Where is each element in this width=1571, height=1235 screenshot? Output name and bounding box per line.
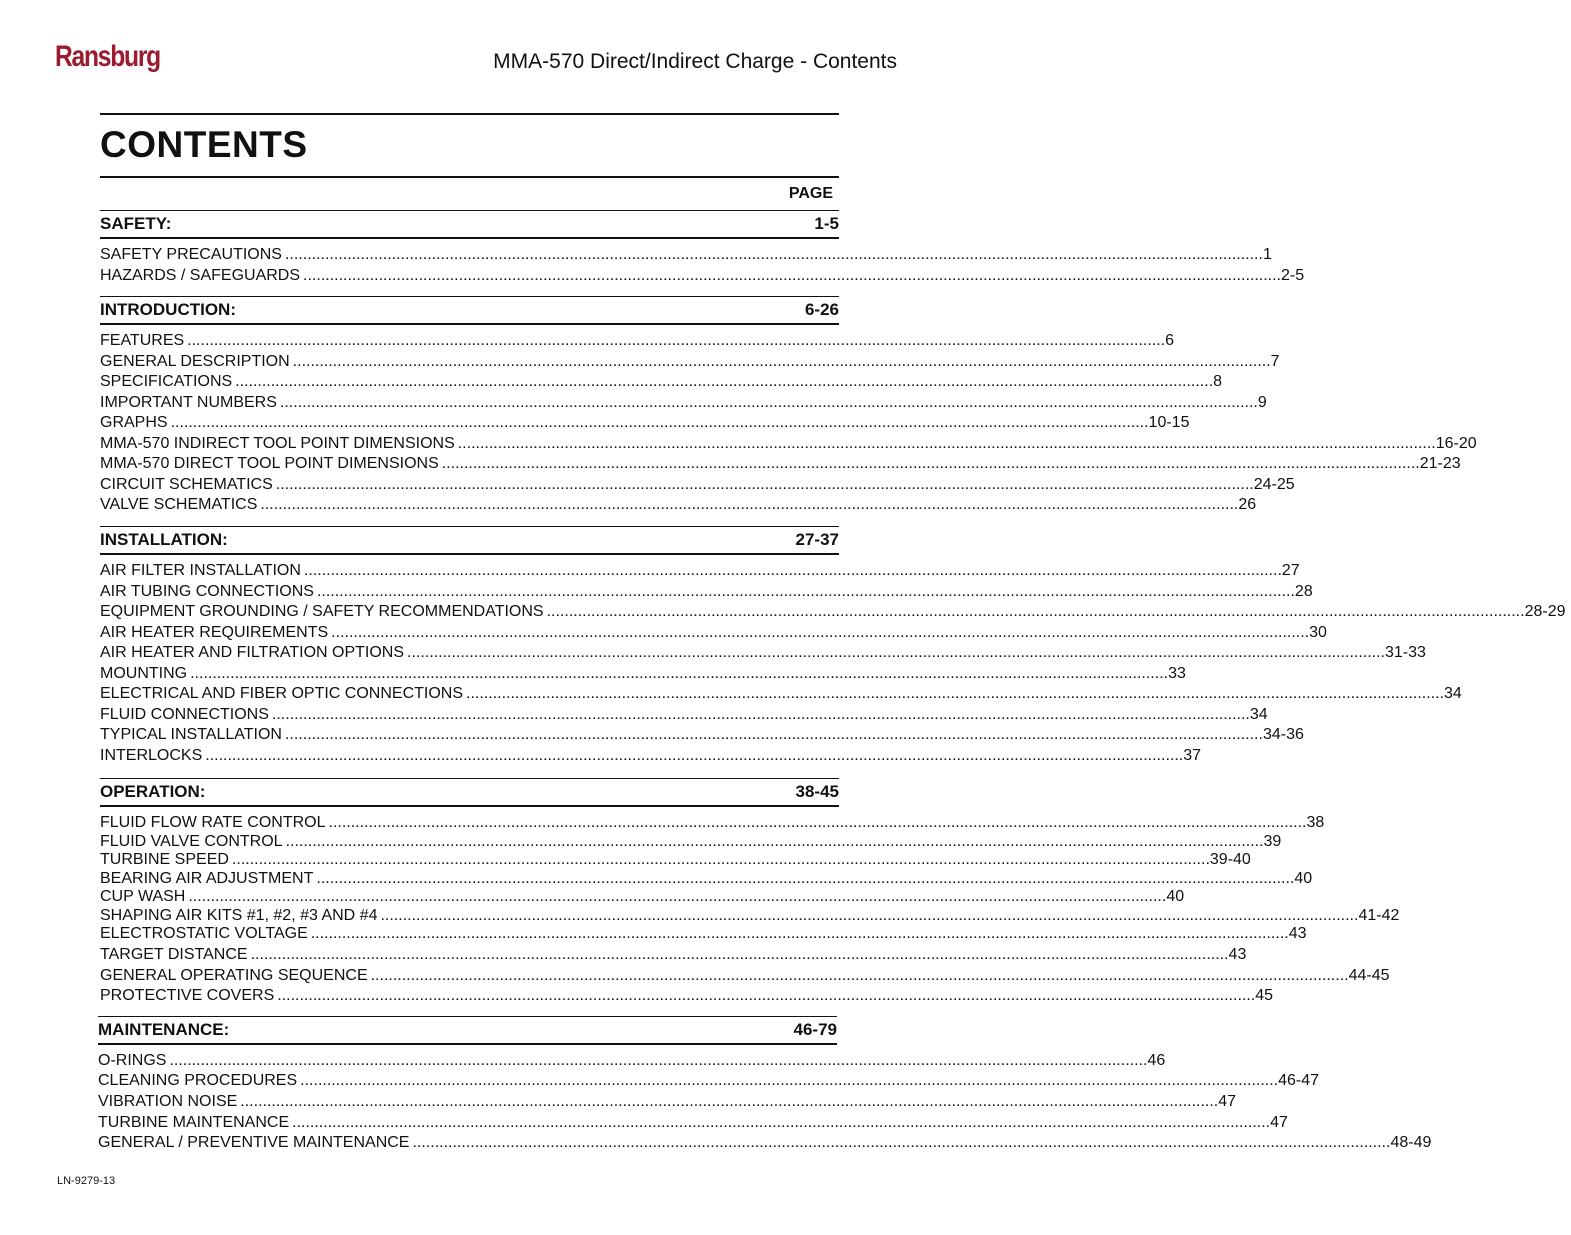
toc-entry[interactable] [100,624,1327,644]
toc-entry[interactable] [100,353,1280,373]
dot-leader: ............................................................................................................................................................................................................................ [370,967,1349,984]
toc-entry[interactable] [100,246,1272,266]
toc-entry-page: 40 [1166,888,1185,905]
toc-entry-label: HAZARDS / SAFEGUARDS [100,267,301,284]
toc-entry-page: 21-23 [1419,455,1461,472]
dot-leader: ............................................................................................................................................................................................................................ [190,665,1169,682]
toc-entry-page: 6 [1165,332,1175,349]
section-heading [100,296,839,325]
toc-entry[interactable] [100,888,1185,908]
dot-leader: ............................................................................................................................................................................................................................ [303,267,1281,284]
section-installation [100,526,1566,764]
dot-leader: ............................................................................................................................................................................................................................ [284,246,1263,263]
dot-leader: ............................................................................................................................................................................................................................ [284,726,1263,743]
toc-entry-page: 45 [1255,987,1274,1004]
dot-leader: ............................................................................................................................................................................................................................ [300,1072,1279,1089]
dot-leader: ............................................................................................................................................................................................................................ [271,706,1250,723]
toc-entry-page: 24-25 [1253,476,1295,493]
dot-leader: ............................................................................................................................................................................................................................ [260,496,1239,513]
toc-entry-page: 26 [1238,496,1257,513]
toc-entry-label: TARGET DISTANCE [100,946,248,963]
toc-entry-label: SHAPING AIR KITS #1, #2, #3 AND #4 [100,907,378,924]
toc-entry-page: 39 [1263,833,1282,850]
dot-leader: ............................................................................................................................................................................................................................ [231,851,1210,868]
toc-entry[interactable] [100,496,1257,516]
dot-leader: ............................................................................................................................................................................................................................ [187,332,1166,349]
dot-leader: ............................................................................................................................................................................................................................ [250,946,1229,963]
section-maintenance [98,1016,1432,1151]
toc-entry-label: FLUID CONNECTIONS [100,706,269,723]
toc-entry[interactable] [100,373,1223,393]
toc-entry[interactable] [100,394,1267,414]
dot-leader: ............................................................................................................................................................................................................................ [328,814,1307,831]
toc-entry[interactable] [98,1093,1237,1113]
toc-entry-label: FEATURES [100,332,185,349]
toc-entry-page: 34 [1249,706,1268,723]
section-page-range: 27-37 [795,530,839,549]
dot-leader: ............................................................................................................................................................................................................................ [310,925,1289,942]
toc-entry[interactable] [100,603,1566,623]
section-title: MAINTENANCE: [98,1020,230,1039]
dot-leader: ............................................................................................................................................................................................................................ [380,907,1359,924]
dot-leader: ............................................................................................................................................................................................................................ [279,394,1258,411]
dot-leader: ............................................................................................................................................................................................................................ [407,644,1385,661]
toc-entry-page: 33 [1168,665,1186,682]
toc-entry-page: 40 [1294,870,1313,887]
toc-entry-label: EQUIPMENT GROUNDING / SAFETY RECOMMENDATIONS [100,603,544,620]
toc-entry[interactable] [100,833,1282,853]
toc-entry[interactable] [98,1052,1166,1072]
toc-entry[interactable] [100,946,1247,966]
toc-entry-label: AIR HEATER REQUIREMENTS [100,624,329,641]
toc-entry[interactable] [98,1072,1320,1092]
dot-leader: ............................................................................................................................................................................................................................ [170,414,1149,431]
toc-entry-page: 37 [1183,747,1202,764]
dot-leader: ............................................................................................................................................................................................................................ [316,583,1295,600]
toc-entry-label: ELECTRICAL AND FIBER OPTIC CONNECTIONS [100,685,464,702]
toc-entry[interactable] [100,814,1325,834]
toc-entry[interactable] [100,851,1251,871]
toc-entry-page: 48-49 [1390,1134,1432,1151]
toc-entry[interactable] [98,1134,1432,1154]
toc-entry-label: ELECTROSTATIC VOLTAGE [100,925,308,942]
toc-entry-label: BEARING AIR ADJUSTMENT [100,870,314,887]
toc-entry-label: VALVE SCHEMATICS [100,496,258,513]
section-page-range: 6-26 [804,300,839,319]
toc-entry[interactable] [100,562,1300,582]
ransburg-logo: Ransburg [55,40,160,73]
toc-entry-page: 16-20 [1435,435,1477,452]
toc-entry-label: IMPORTANT NUMBERS [100,394,277,411]
toc-entry[interactable] [100,644,1426,664]
dot-leader: ............................................................................................................................................................................................................................ [205,747,1184,764]
toc-entry-label: FLUID VALVE CONTROL [100,833,283,850]
toc-entry-page: 27 [1281,562,1300,579]
toc-entry-page: 10-15 [1148,414,1190,431]
toc-entry[interactable] [100,987,1274,1007]
section-heading [100,778,839,807]
toc-entry-page: 47 [1270,1114,1288,1131]
toc-entry-page: 39-40 [1209,851,1251,868]
toc-entry-page: 41-42 [1358,907,1400,924]
toc-entry-page: 34 [1443,685,1462,702]
toc-entry-page: 34-36 [1262,726,1304,743]
toc-entry-page: 7 [1270,353,1280,370]
dot-leader: ............................................................................................................................................................................................................................ [303,562,1282,579]
section-operation [100,778,1400,1004]
dot-leader: ............................................................................................................................................................................................................................ [188,888,1167,905]
toc-entry-page: 46-47 [1278,1072,1320,1089]
toc-entry[interactable] [100,870,1313,890]
toc-entry[interactable] [100,747,1202,767]
toc-entry[interactable] [100,435,1477,455]
toc-entry[interactable] [100,907,1400,927]
toc-entry-label: CLEANING PROCEDURES [98,1072,298,1089]
toc-entry-label: PROTECTIVE COVERS [100,987,275,1004]
toc-entry[interactable] [100,455,1461,475]
toc-entry[interactable] [100,476,1295,496]
toc-entry-label: GENERAL DESCRIPTION [100,353,290,370]
dot-leader: ............................................................................................................................................................................................................................ [277,987,1256,1004]
toc-entry[interactable] [100,685,1462,705]
section-page-range: 1-5 [814,214,839,233]
toc-entry-label: TYPICAL INSTALLATION [100,726,282,743]
section-title: OPERATION: [100,782,206,801]
title-rule-bottom [100,176,839,178]
section-heading [100,210,839,239]
toc-entry-page: 43 [1228,946,1247,963]
toc-entry-page: 46 [1147,1052,1166,1069]
toc-entry-label: CUP WASH [100,888,186,905]
toc-entry-label: AIR HEATER AND FILTRATION OPTIONS [100,644,405,661]
toc-entry-page: 31-33 [1385,644,1426,661]
dot-leader: ............................................................................................................................................................................................................................ [546,603,1525,620]
section-heading [98,1016,837,1045]
dot-leader: ............................................................................................................................................................................................................................ [412,1134,1391,1151]
toc-entry-label: TURBINE SPEED [100,851,229,868]
toc-entry-page: 30 [1309,624,1327,641]
dot-leader: ............................................................................................................................................................................................................................ [331,624,1310,641]
dot-leader: ............................................................................................................................................................................................................................ [466,685,1444,702]
toc-entry-label: GENERAL / PREVENTIVE MAINTENANCE [98,1134,410,1151]
toc-entry[interactable] [100,583,1313,603]
contents-title: CONTENTS [100,124,308,165]
page-column-label: PAGE [788,185,833,202]
toc-entry-page: 47 [1218,1093,1237,1110]
toc-entry-label: FLUID FLOW RATE CONTROL [100,814,326,831]
dot-leader: ............................................................................................................................................................................................................................ [275,476,1254,493]
toc-entry-page: 43 [1288,925,1307,942]
section-introduction [100,296,1477,513]
dot-leader: ............................................................................................................................................................................................................................ [235,373,1214,390]
toc-entry-page: 28 [1294,583,1313,600]
toc-entry-page: 1 [1262,246,1272,263]
dot-leader: ............................................................................................................................................................................................................................ [285,833,1264,850]
dot-leader: ............................................................................................................................................................................................................................ [292,353,1271,370]
toc-entry-label: INTERLOCKS [100,747,203,764]
toc-entry[interactable] [98,1114,1288,1134]
toc-entry-label: AIR TUBING CONNECTIONS [100,583,314,600]
section-title: INTRODUCTION: [100,300,236,319]
document-code: LN-9279-13 [57,1175,116,1187]
toc-entry-label: GENERAL OPERATING SEQUENCE [100,967,368,984]
toc-entry-label: CIRCUIT SCHEMATICS [100,476,273,493]
toc-entry[interactable] [100,925,1307,945]
toc-entry[interactable] [100,414,1190,434]
section-heading [100,526,839,555]
section-title: SAFETY: [100,214,172,233]
toc-entry-page: 2-5 [1281,267,1305,284]
toc-entry-label: MMA-570 DIRECT TOOL POINT DIMENSIONS [100,455,439,472]
toc-entry-label: VIBRATION NOISE [98,1093,238,1110]
title-rule-top [100,113,839,115]
toc-entry-page: 8 [1213,373,1223,390]
toc-entry-label: TURBINE MAINTENANCE [98,1114,290,1131]
toc-entry-label: SPECIFICATIONS [100,373,233,390]
section-page-range: 38-45 [795,782,839,801]
toc-entry-page: 38 [1306,814,1325,831]
toc-entry[interactable] [100,706,1268,726]
toc-entry[interactable] [100,665,1186,685]
toc-entry-label: O-RINGS [98,1052,167,1069]
toc-entry-label: MOUNTING [100,665,188,682]
toc-entry-label: SAFETY PRECAUTIONS [100,246,282,263]
toc-entry-label: MMA-570 INDIRECT TOOL POINT DIMENSIONS [100,435,455,452]
section-page-range: 46-79 [793,1020,837,1039]
toc-entry-page: 44-45 [1348,967,1390,984]
toc-entry[interactable] [100,267,1305,287]
toc-entry[interactable] [100,332,1175,352]
dot-leader: ............................................................................................................................................................................................................................ [240,1093,1219,1110]
toc-entry[interactable] [100,967,1390,987]
dot-leader: ............................................................................................................................................................................................................................ [441,455,1420,472]
dot-leader: ............................................................................................................................................................................................................................ [292,1114,1271,1131]
section-safety [100,210,1305,284]
dot-leader: ............................................................................................................................................................................................................................ [457,435,1436,452]
toc-entry-label: AIR FILTER INSTALLATION [100,562,301,579]
toc-entry-label: GRAPHS [100,414,168,431]
dot-leader: ............................................................................................................................................................................................................................ [316,870,1295,887]
dot-leader: ............................................................................................................................................................................................................................ [169,1052,1148,1069]
toc-entry-page: 28-29 [1524,603,1566,620]
toc-entry-page: 9 [1257,394,1267,411]
page-header-title: MMA-570 Direct/Indirect Charge - Contents [493,50,897,73]
section-title: INSTALLATION: [100,530,228,549]
toc-entry[interactable] [100,726,1304,746]
